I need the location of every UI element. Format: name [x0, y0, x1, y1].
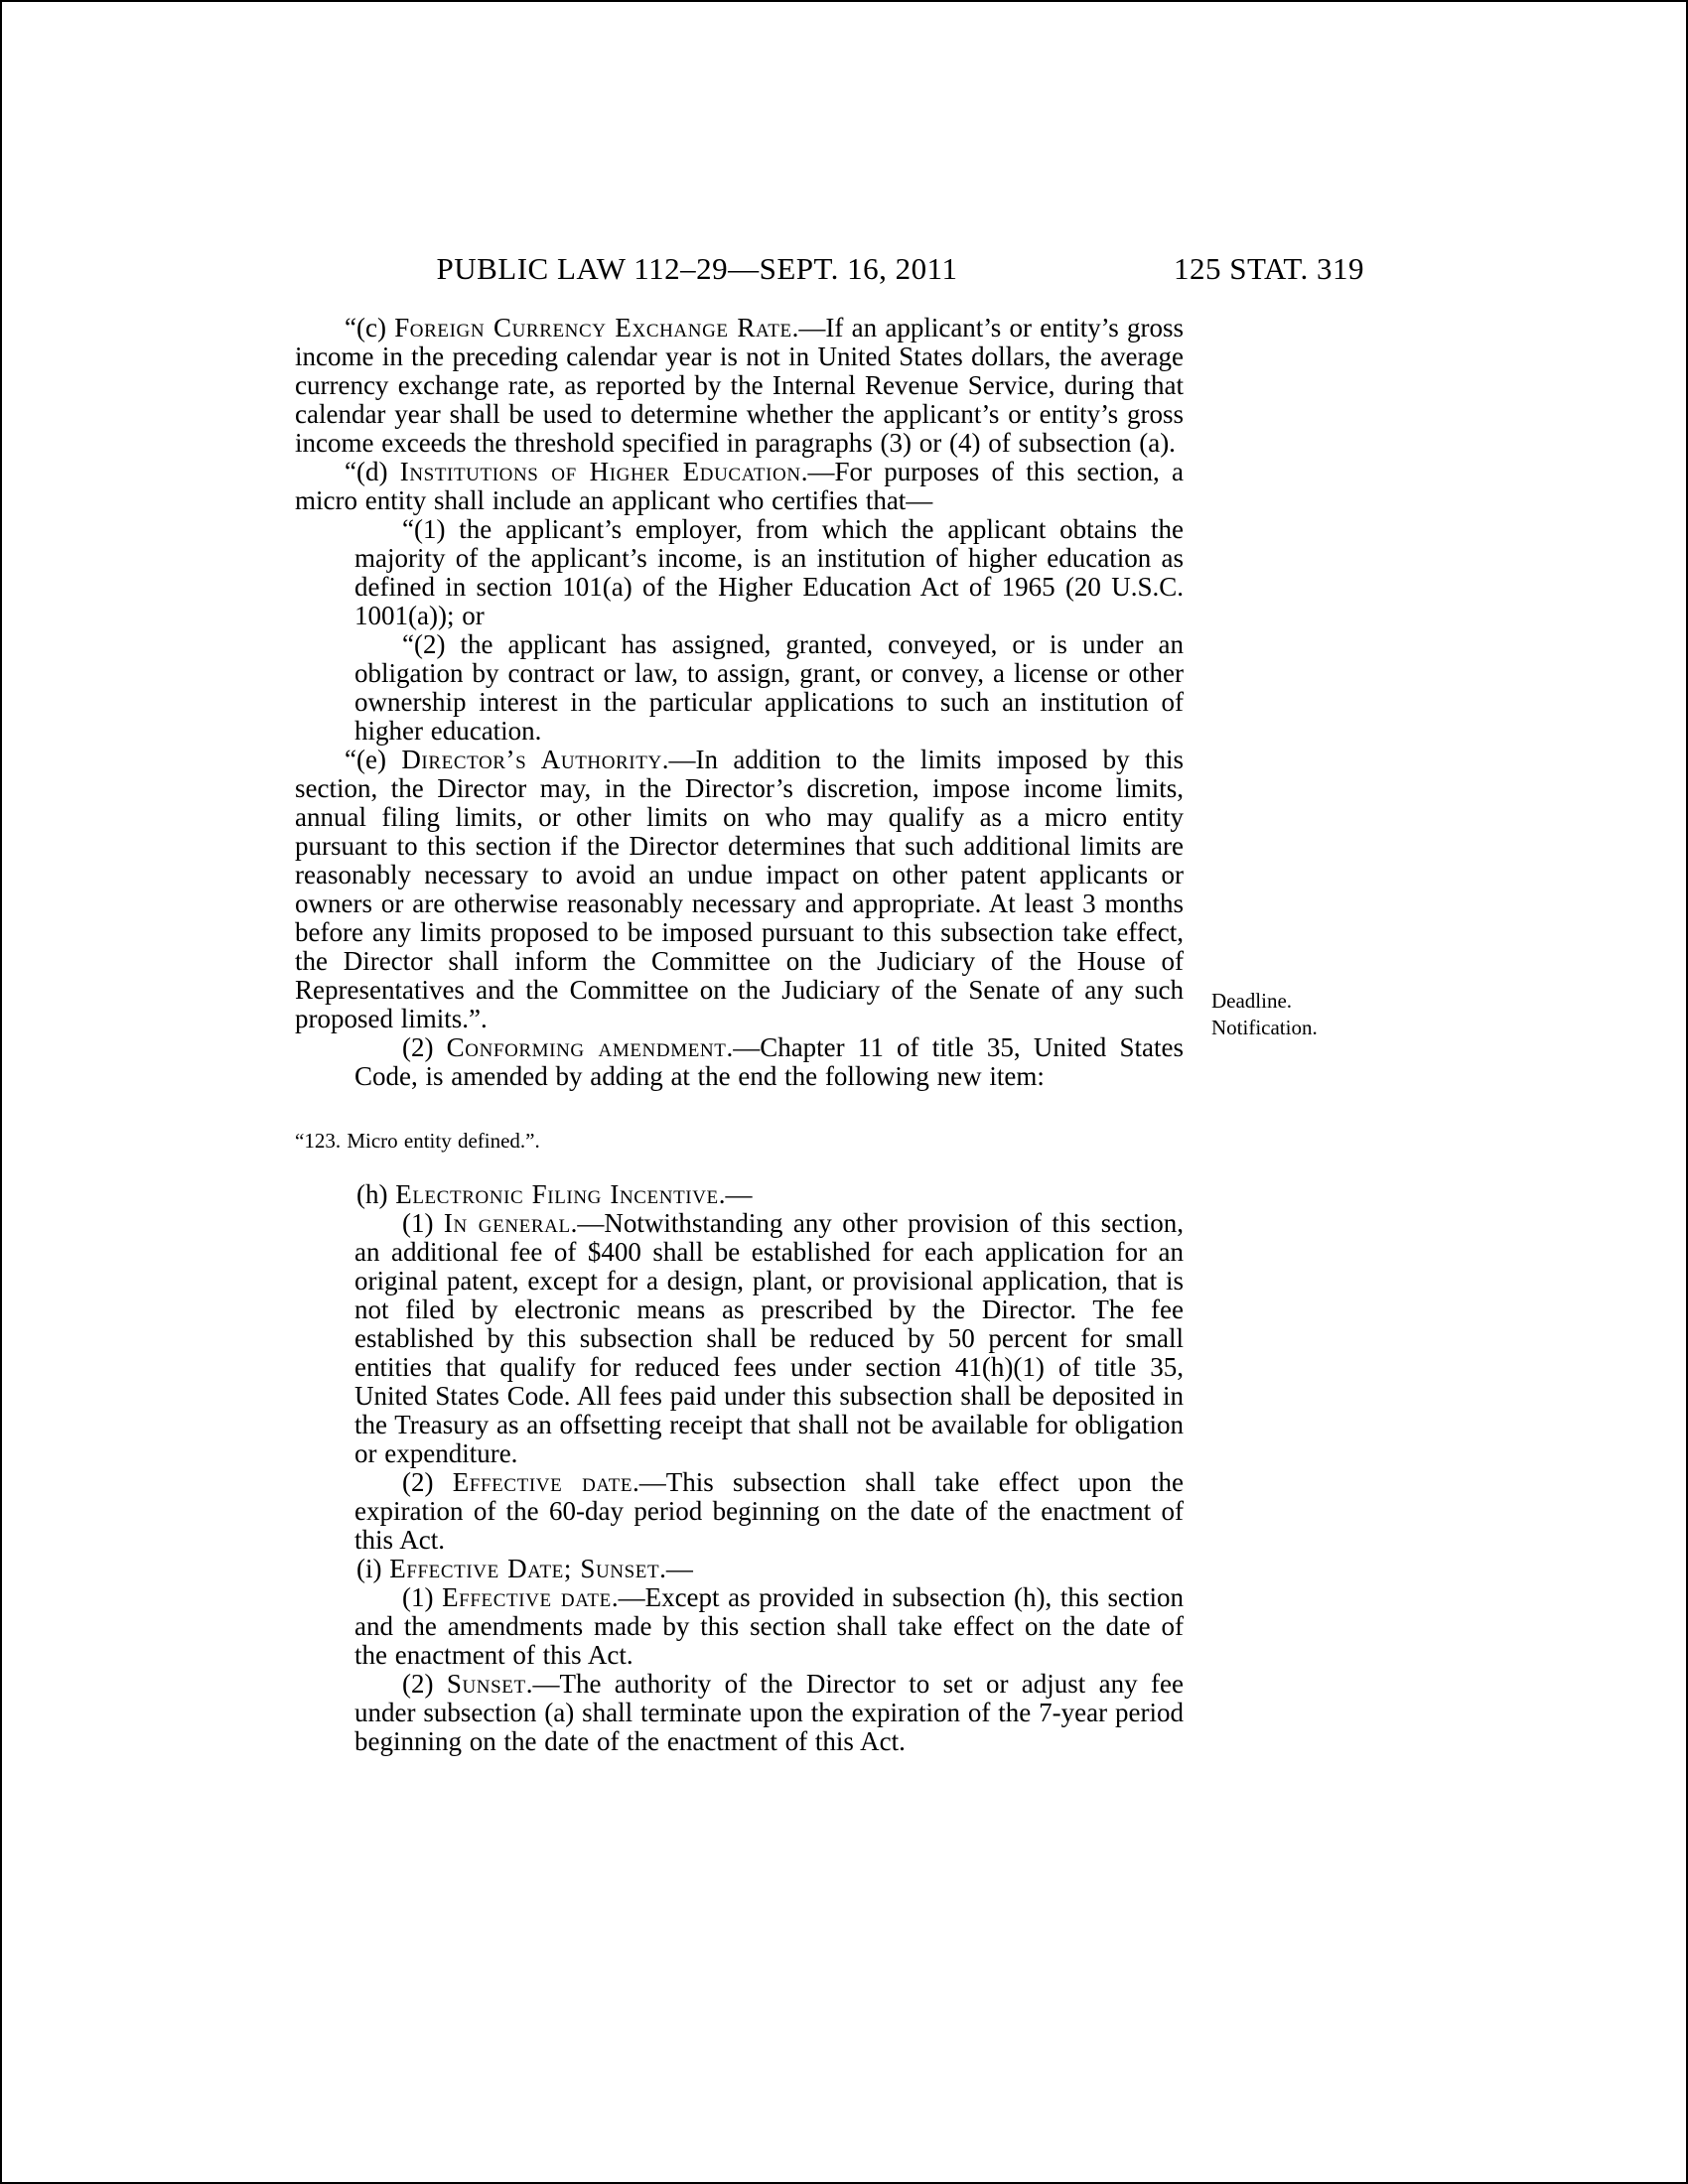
margin-note-line: Notification.: [1211, 1016, 1318, 1039]
para-h-1-in-general: (1) In general.—Notwithstanding any other provision of this section, an additional fee of $400 shall be established for each application for an original patent, except for a design, plant, or provisional application, that is not filed by electronic means as prescribed by the Director. The fee established by this subsection shall be reduced by 50 percent for small entities that qualify for reduced fees under section 41(h)(1) of title 35, United States Code. All fees paid under this subsection shall be deposited in the Treasury as an offsetting receipt that shall not be available for obligation or expenditure.: [354, 1208, 1185, 1468]
para-h-2-effective-date: (2) Effective date.—This subsection shall take effect upon the expiration of the 60-day period beginning on the date of the enactment of this Act.: [354, 1467, 1184, 1555]
para-d-item-2: “(2) the applicant has assigned, granted, conveyed, or is under an obligation by contract or law, to assign, grant, or convey, a license or other ownership interest in the particular applications to such an institution of higher education.: [354, 629, 1184, 746]
subsec-h-heading: (h) Electronic Filing Incentive.—: [356, 1179, 753, 1209]
body-column: [295, 314, 1184, 1756]
para-d-institutions-of-higher-education: “(d) Institutions of Higher Education.—For purposes of this section, a micro entity shall include an applicant who certifies that—: [295, 457, 1185, 515]
sections-table-item: “123. Micro entity defined.”.: [295, 1129, 540, 1153]
para-i-1-effective-date: (1) Effective date.—Except as provided in subsection (h), this section and the amendments made by this section shall take effect on the date of the enactment of this Act.: [354, 1582, 1184, 1670]
running-head-stat-page-number: 125 STAT. 319: [1174, 251, 1365, 286]
running-head-law-title: PUBLIC LAW 112–29—SEPT. 16, 2011: [436, 251, 958, 286]
para-e-directors-authority: “(e) Director’s Authority.—In addition to the limits imposed by this section, the Director may, in the Director’s discretion, impose income limits, annual filing limits, or other limits on who may qualify as a micro entity pursuant to this section if the Director determines that such additional limits are reasonably necessary to avoid an undue impact on other patent applicants or owners or are otherwise reasonably necessary and appropriate. At least 3 months before any limits proposed to be imposed pursuant to this subsection take effect, the Director shall inform the Committee on the Judiciary of the House of Representatives and the Committee on the Judiciary of the Senate of any such proposed limits.”.: [295, 745, 1184, 1033]
para-d-item-1: “(1) the applicant’s employer, from which the applicant obtains the majority of the applicant’s income, is an institution of higher education as defined in section 101(a) of the Higher Education Act of 1965 (20 U.S.C. 1001(a)); or: [354, 514, 1184, 630]
margin-note-line: Deadline.: [1211, 989, 1293, 1013]
para-conforming-amendment: (2) Conforming amendment.—Chapter 11 of title 35, United States Code, is amended by adding at the end the following new item:: [354, 1032, 1184, 1091]
para-c-foreign-currency-exchange-rate: “(c) Foreign Currency Exchange Rate.—If an applicant’s or entity’s gross income in the preceding calendar year is not in United States dollars, the average currency exchange rate, as reported by the Internal Revenue Service, during that calendar year shall be used to determine whether the applicant’s or entity’s gross income exceeds the threshold specified in paragraphs (3) or (4) of subsection (a).: [295, 313, 1184, 458]
para-i-2-sunset: (2) Sunset.—The authority of the Director to set or adjust any fee under subsection (a) shall terminate upon the expiration of the 7-year period beginning on the date of the enactment of this Act.: [354, 1669, 1184, 1756]
subsec-i-heading: (i) Effective Date; Sunset.—: [356, 1554, 693, 1583]
margin-note: [1211, 988, 1318, 1041]
